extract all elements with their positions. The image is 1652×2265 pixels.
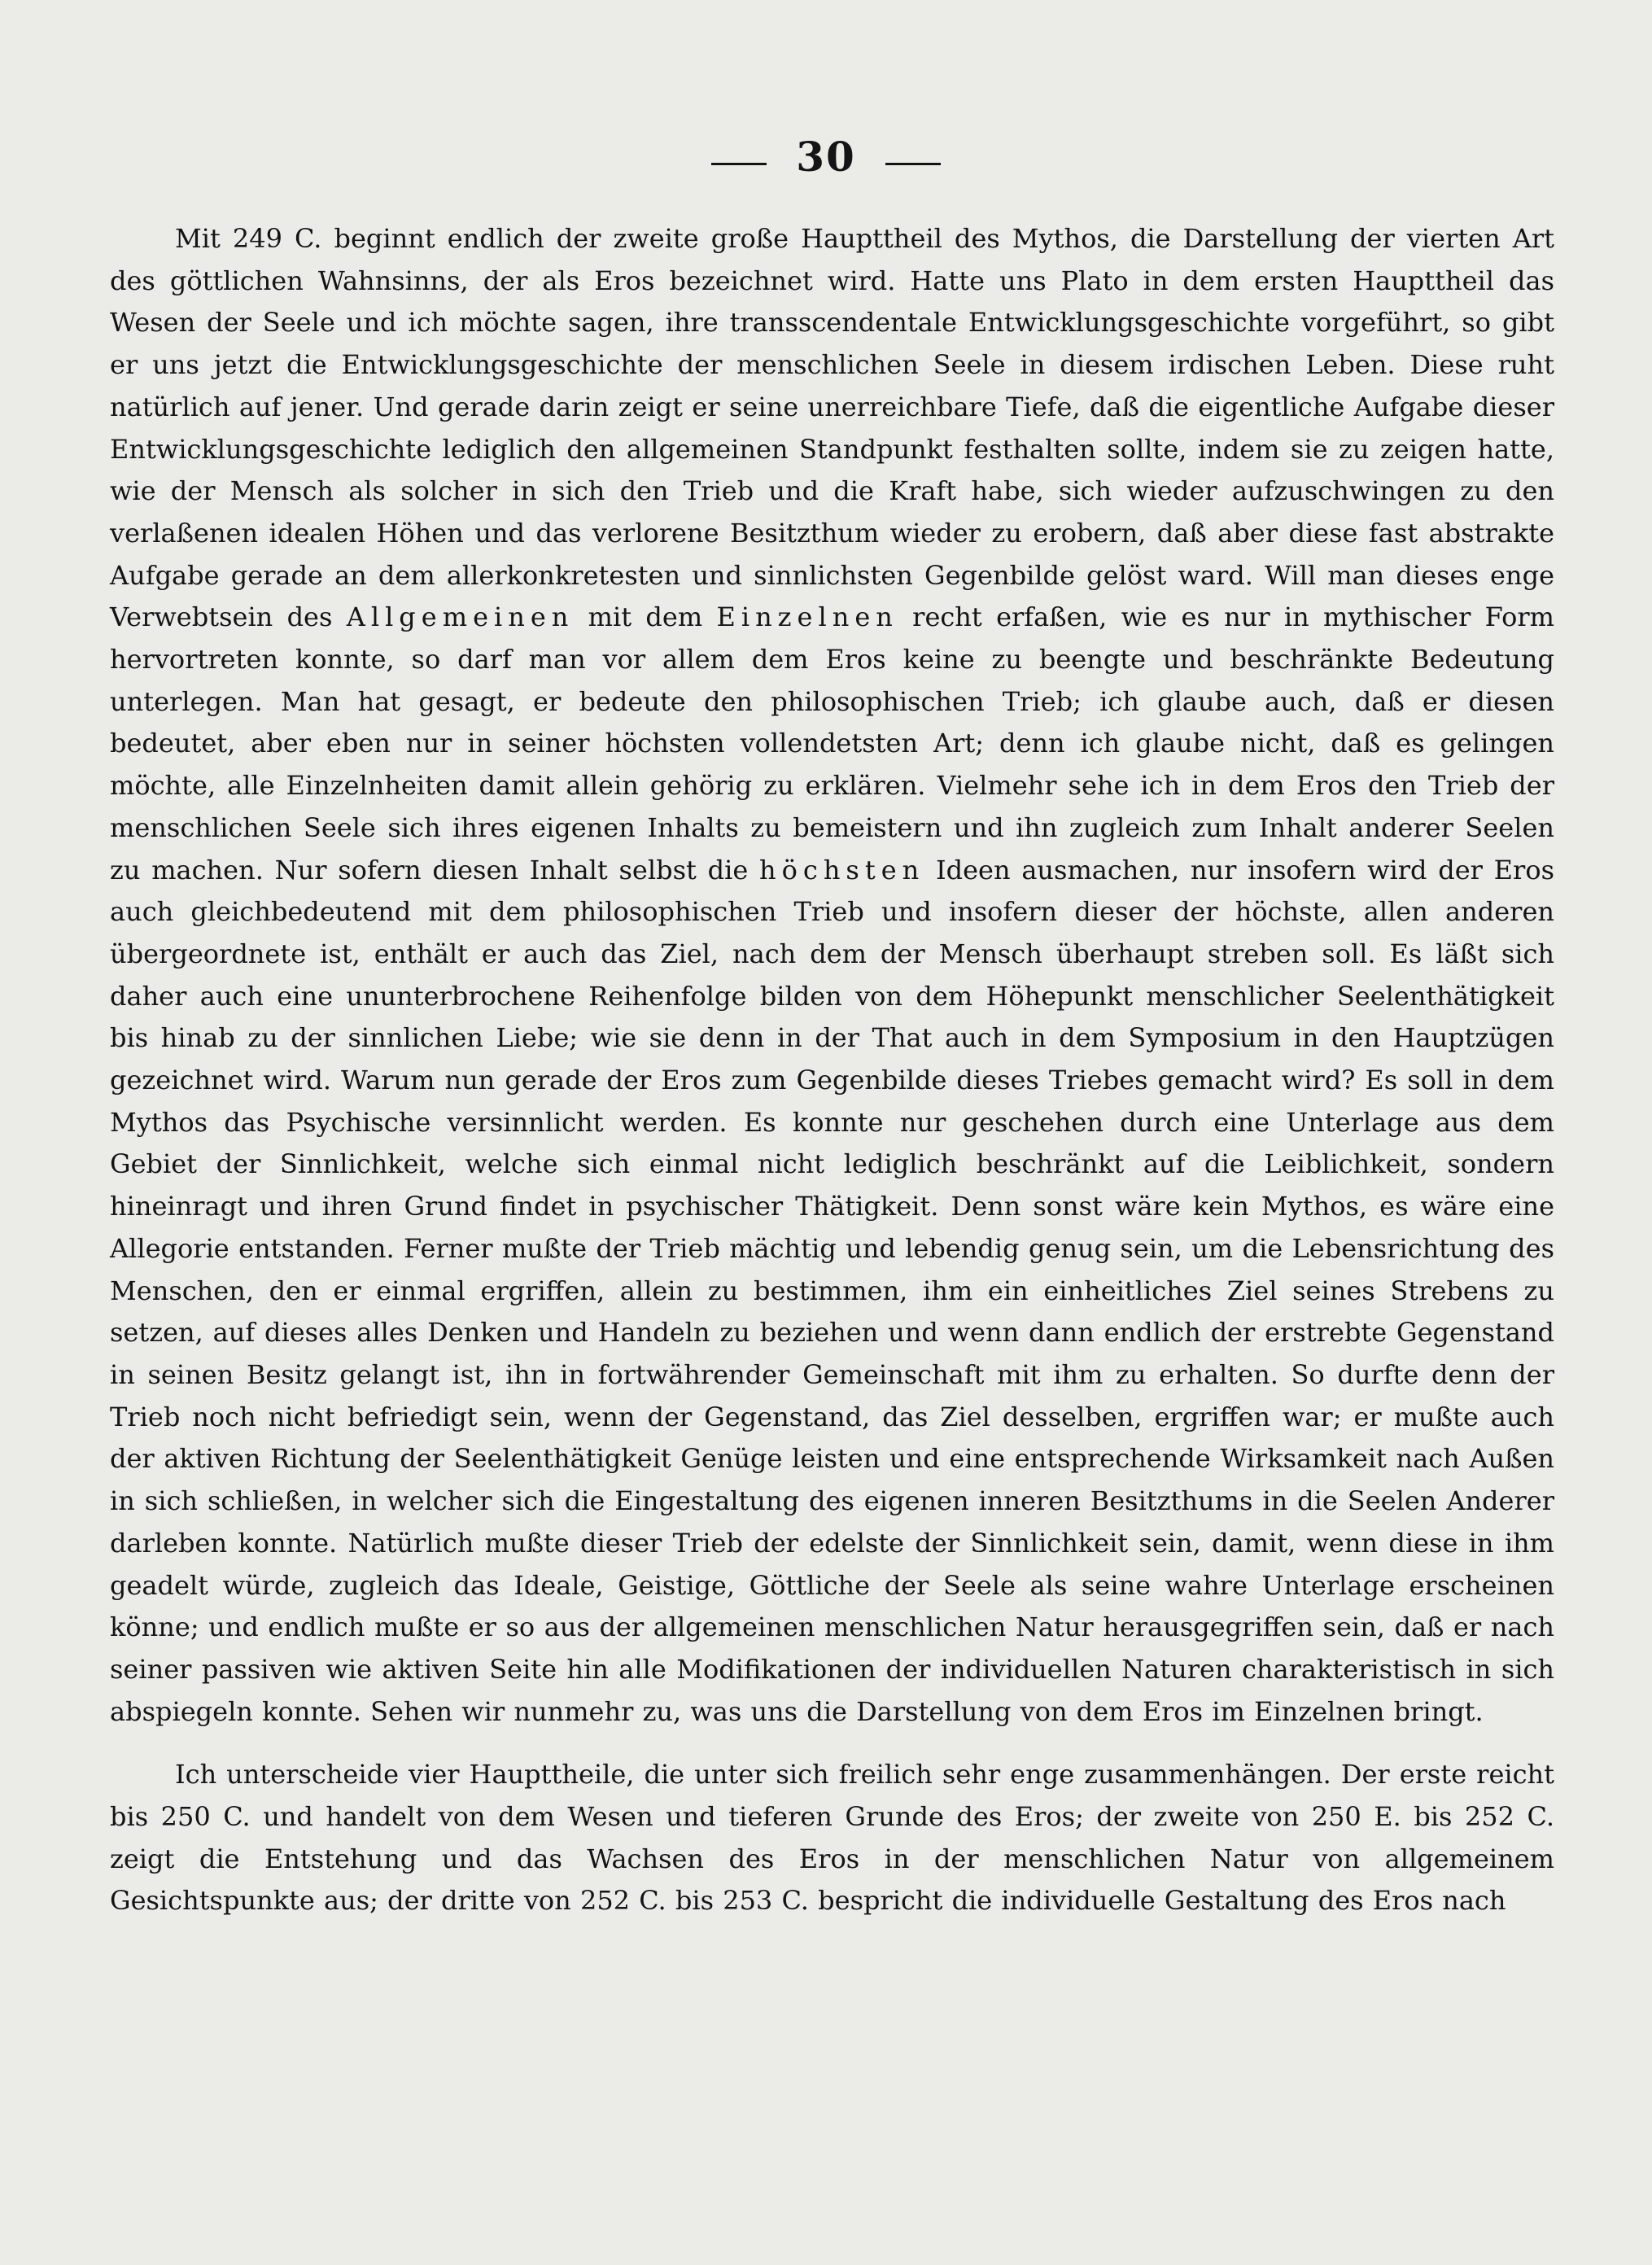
text-segment: mit dem — [574, 601, 717, 633]
page-number: 30 — [796, 133, 856, 181]
text-segment: Ideen ausmachen, nur insofern wird der Eros auch gleichbedeutend mit dem philosophischen Trieb und insofern dieser der höchste, allen anderen übergeordnete ist, enthält er auch das Ziel, nach dem der Mensch überhaupt streben soll. Es läßt sich daher auch eine ununterbrochene Reihenfolge bilden von dem Höhepunkt menschlicher Seelenthätigkeit bis hinab zu der sinnlichen Liebe; wie sie denn in der That auch in dem Symposium in den Hauptzügen gezeichnet wird. Warum nun gerade der Eros zum Gegenbilde dieses Triebes gemacht wird? Es soll in dem Mythos das Psychische versinnlicht werden. Es konnte nur geschehen durch eine Unterlage aus dem Gebiet der Sinnlichkeit, welche sich einmal nicht lediglich beschränkt auf die Leiblichkeit, sondern hineinragt und ihren Grund findet in psychischer Thätigkeit. Denn sonst wäre kein Mythos, es wäre eine Allegorie entstanden. Ferner mußte der Trieb mächtig und lebendig genug sein, um die Lebensrichtung des Menschen, den er einmal ergriffen, allein zu bestimmen, ihm ein einheitliches Ziel seines Strebens zu setzen, auf dieses alles Denken und Handeln zu beziehen und wenn dann endlich der erstrebte Gegenstand in seinen Besitz gelangt ist, ihn in fortwährender Gemeinschaft mit ihm zu erhalten. So durfte denn der Trieb noch nicht befriedigt sein, wenn der Gegenstand, das Ziel desselben, ergriffen war; er mußte auch der aktiven Richtung der Seelenthätigkeit Genüge leisten und eine entsprechende Wirksamkeit nach Außen in sich schließen, in welcher sich die Eingestaltung des eigenen inneren Besitzthums in die Seelen Anderer darleben konnte. Natürlich mußte dieser Trieb der edelste der Sinnlichkeit sein, damit, wenn diese in ihm geadelt würde, zugleich das Ideale, Geistige, Göttliche der Seele als seine wahre Unterlage erscheinen könne; und endlich mußte er so aus der allgemeinen menschlichen Natur herausgegriffen sein, daß er nach seiner passiven wie aktiven Seite hin alle Modifikationen der individuellen Naturen charakteristisch in sich abspiegeln konnte. Sehen wir nunmehr zu, was uns die Darstellung von dem Eros im Einzelnen bringt. — [110, 854, 1555, 1727]
emphasized-text: Einzelnen — [716, 601, 898, 633]
text-segment: Mit 249 C. beginnt endlich der zweite große Haupttheil des Mythos, die Darstellung der vierten Art des göttlichen Wahnsinns, der als Eros bezeichnet wird. Hatte uns Plato in dem ersten Haupttheil das Wesen der Seele und ich möchte sagen, ihre transscendentale Entwicklungsgeschichte vorgeführt, so gibt er uns jetzt die Entwicklungsgeschichte der menschlichen Seele in diesem irdischen Leben. Diese ruht natürlich auf jener. Und gerade darin zeigt er seine unerreichbare Tiefe, daß die eigentliche Aufgabe dieser Entwicklungsgeschichte lediglich den allgemeinen Standpunkt festhalten sollte, indem sie zu zeigen hatte, wie der Mensch als solcher in sich den Trieb und die Kraft habe, sich wieder aufzuschwingen zu den verlaßenen idealen Höhen und das verlorene Besitzthum wieder zu erobern, daß aber diese fast abstrakte Aufgabe gerade an dem allerkonkretesten und sinnlichsten Gegenbilde gelöst ward. Will man dieses enge Verwebtsein des — [110, 223, 1554, 633]
paragraph — [110, 1754, 1554, 1922]
left-rule — [711, 163, 767, 165]
body-text — [110, 218, 1554, 1922]
emphasized-text: Allgemeinen — [346, 601, 575, 633]
emphasized-text: höchsten — [759, 854, 925, 885]
right-rule — [885, 163, 941, 165]
paragraph — [110, 218, 1554, 1733]
text-segment: Ich unterscheide vier Haupttheile, die unter sich freilich sehr enge zusammenhängen. Der erste reicht bis 250 C. und handelt von dem Wesen und tieferen Grunde des Eros; der zweite von 250 E. bis 252 C. zeigt die Entstehung und das Wachsen des Eros in der menschlichen Natur von allgemeinem Gesichtspunkte aus; der dritte von 252 C. bis 253 C. bespricht die individuelle Gestaltung des Eros nach — [110, 1759, 1554, 1917]
page-number-header — [0, 133, 1652, 181]
text-segment: recht erfaßen, wie es nur in mythischer Form hervortreten konnte, so darf man vor allem dem Eros keine zu beengte und beschränkte Bedeutung unterlegen. Man hat gesagt, er bedeute den philosophischen Trieb; ich glaube auch, daß er diesen bedeutet, aber eben nur in seiner höchsten vollendetsten Art; denn ich glaube nicht, daß es gelingen möchte, alle Einzelnheiten damit allein gehörig zu erklären. Vielmehr sehe ich in dem Eros den Trieb der menschlichen Seele sich ihres eigenen Inhalts zu bemeistern und ihn zugleich zum Inhalt anderer Seelen zu machen. Nur sofern diesen Inhalt selbst die — [110, 601, 1555, 885]
